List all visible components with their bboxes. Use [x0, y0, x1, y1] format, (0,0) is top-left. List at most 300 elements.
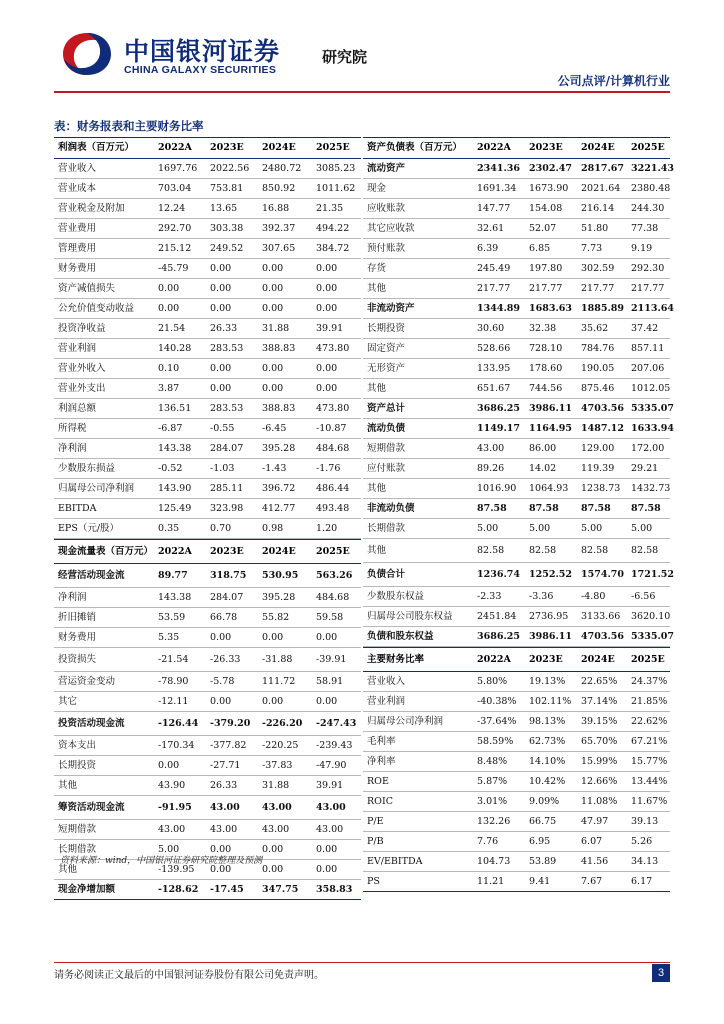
ratios-cell-value: 7.76	[477, 836, 499, 847]
income-cell-value: 473.80	[316, 343, 350, 354]
income-cell-value: 12.24	[158, 203, 186, 214]
cashflow-cell-value: 53.59	[158, 612, 186, 623]
income-cell-value: 396.72	[262, 483, 296, 494]
balance-cell-value: 29.21	[631, 463, 659, 474]
income-cell-value: 0.00	[262, 283, 284, 294]
balance-table-row	[363, 519, 670, 539]
cashflow-table-row	[54, 692, 361, 712]
balance-cell-value: 30.60	[477, 323, 505, 334]
source-note: 资料来源：wind，中国银河证券研究院整理及预测	[60, 856, 263, 866]
income-cell-value: 125.49	[158, 503, 192, 514]
income-cell-value: 283.53	[210, 343, 244, 354]
cashflow-table-header	[54, 539, 361, 564]
cashflow-cell-value: 318.75	[210, 570, 247, 581]
income-row-label: 营业成本	[58, 183, 97, 194]
balance-cell-value: 7.73	[581, 243, 603, 254]
cashflow-cell-value: 66.78	[210, 612, 238, 623]
balance-cell-value: 1633.94	[631, 423, 674, 434]
ratios-cell-value: 15.99%	[581, 756, 618, 767]
cashflow-cell-value: 43.00	[210, 824, 238, 835]
ratios-cell-value: 24.37%	[631, 676, 668, 687]
income-cell-value: 473.80	[316, 403, 350, 414]
ratios-cell-value: 11.67%	[631, 796, 668, 807]
income-cell-value: 0.35	[158, 523, 180, 534]
balance-cell-value: 129.00	[581, 443, 615, 454]
cashflow-cell-value: -379.20	[210, 718, 251, 729]
ratios-cell-value: 8.48%	[477, 756, 508, 767]
cashflow-cell-value: -126.44	[158, 718, 199, 729]
ratios-cell-value: 14.10%	[529, 756, 566, 767]
balance-cell-value: 744.56	[529, 383, 563, 394]
ratios-row-label: ROE	[367, 776, 389, 787]
income-row-label: 营业收入	[58, 163, 97, 174]
ratios-cell-value: 6.07	[581, 836, 603, 847]
ratios-cell-value: 10.42%	[529, 776, 566, 787]
cashflow-row-label: 净利润	[58, 592, 87, 603]
balance-cell-value: 32.61	[477, 223, 505, 234]
balance-table-row	[363, 179, 670, 199]
income-table-row	[54, 499, 361, 519]
cashflow-row-label: 营运资金变动	[58, 676, 116, 687]
balance-row-label: 少数股东权益	[367, 591, 425, 602]
report-type-label: 公司点评/计算机行业	[557, 74, 670, 88]
balance-row-label: 非流动资产	[367, 303, 415, 314]
ratios-table-header	[363, 647, 670, 672]
income-table-row	[54, 239, 361, 259]
ratios-cell-value: 15.77%	[631, 756, 668, 767]
balance-cell-value: 217.77	[529, 283, 563, 294]
cashflow-cell-value: 43.00	[158, 824, 186, 835]
income-cell-value: 0.00	[316, 383, 338, 394]
balance-table-row	[363, 379, 670, 399]
ratios-cell-value: 9.09%	[529, 796, 560, 807]
balance-cell-value: 87.58	[631, 503, 661, 514]
income-cell-value: -1.43	[262, 463, 287, 474]
income-cell-value: 0.00	[210, 383, 232, 394]
balance-table-row	[363, 199, 670, 219]
income-row-label: 财务费用	[58, 263, 97, 274]
cashflow-table-row	[54, 736, 361, 756]
balance-table-header	[363, 137, 670, 159]
income-table-header	[54, 137, 361, 159]
balance-table-row	[363, 479, 670, 499]
cashflow-table-row	[54, 564, 361, 588]
income-cell-value: 0.00	[316, 263, 338, 274]
balance-cell-value: 43.00	[477, 443, 505, 454]
balance-cell-value: 133.95	[477, 363, 511, 374]
balance-cell-value: -6.56	[631, 591, 656, 602]
ratios-row-label: EV/EBITDA	[367, 856, 423, 867]
balance-cell-value: 2817.67	[581, 163, 624, 174]
galaxy-logo-icon	[60, 30, 114, 78]
balance-cell-value: 217.77	[581, 283, 615, 294]
balance-cell-value: 89.26	[477, 463, 505, 474]
balance-row-label: 现金	[367, 183, 387, 194]
balance-row-label: 长期借款	[367, 523, 406, 534]
cashflow-header-cell: 2024E	[262, 546, 296, 557]
balance-cell-value: 1691.34	[477, 183, 517, 194]
cashflow-row-label: 财务费用	[58, 632, 97, 643]
cashflow-row-label: 投资活动现金流	[58, 718, 125, 729]
income-cell-value: 39.91	[316, 323, 344, 334]
ratios-row-label: 营业利润	[367, 696, 406, 707]
income-cell-value: 494.22	[316, 223, 350, 234]
ratios-cell-value: -37.64%	[477, 716, 517, 727]
cashflow-cell-value: 31.88	[262, 780, 290, 791]
cashflow-table-row	[54, 588, 361, 608]
balance-cell-value: 82.58	[581, 545, 609, 556]
income-cell-value: -1.03	[210, 463, 235, 474]
cashflow-cell-value: 284.07	[210, 592, 244, 603]
income-cell-value: 486.44	[316, 483, 350, 494]
balance-row-label: 短期借款	[367, 443, 406, 454]
income-cell-value: 0.10	[158, 363, 180, 374]
income-cell-value: -10.87	[316, 423, 347, 434]
cashflow-cell-value: 0.00	[262, 864, 284, 875]
balance-cell-value: 1064.93	[529, 483, 569, 494]
ratios-cell-value: 39.13	[631, 816, 659, 827]
income-cell-value: -1.76	[316, 463, 341, 474]
ratios-cell-value: 5.80%	[477, 676, 508, 687]
income-row-label: 营业外支出	[58, 383, 106, 394]
balance-cell-value: 2451.84	[477, 611, 517, 622]
income-cell-value: 0.00	[262, 303, 284, 314]
cashflow-cell-value: -239.43	[316, 740, 353, 751]
balance-cell-value: 3620.10	[631, 611, 671, 622]
cashflow-table-row	[54, 880, 361, 900]
income-cell-value: 21.35	[316, 203, 344, 214]
ratios-cell-value: 22.65%	[581, 676, 618, 687]
cashflow-row-label: 经营活动现金流	[58, 570, 125, 581]
ratios-cell-value: 6.17	[631, 876, 653, 887]
balance-cell-value: 1487.12	[581, 423, 624, 434]
cashflow-cell-value: 358.83	[316, 884, 353, 895]
balance-cell-value: 2341.36	[477, 163, 520, 174]
ratios-table-row	[363, 752, 670, 772]
cashflow-cell-value: 0.00	[262, 696, 284, 707]
balance-cell-value: 37.42	[631, 323, 659, 334]
page-header	[0, 0, 724, 100]
balance-table-row	[363, 587, 670, 607]
ratios-row-label: 净利率	[367, 756, 396, 767]
balance-table-row	[363, 159, 674, 179]
balance-cell-value: 1016.90	[477, 483, 517, 494]
ratios-cell-value: 5.26	[631, 836, 653, 847]
balance-row-label: 其他	[367, 383, 387, 394]
ratios-cell-value: 39.15%	[581, 716, 618, 727]
table-title: 表：财务报表和主要财务比率	[54, 119, 204, 133]
balance-table-row	[363, 359, 670, 379]
cashflow-row-label: 现金净增加额	[58, 884, 116, 895]
cashflow-header-cell: 现金流量表（百万元）	[58, 546, 154, 557]
balance-table-row	[363, 279, 670, 299]
balance-cell-value: 3686.25	[477, 403, 520, 414]
income-cell-value: 0.70	[210, 523, 232, 534]
cashflow-cell-value: 143.38	[158, 592, 192, 603]
cashflow-cell-value: -226.20	[262, 718, 303, 729]
balance-cell-value: 197.80	[529, 263, 563, 274]
balance-cell-value: 2021.64	[581, 183, 621, 194]
cashflow-cell-value: 0.00	[316, 864, 338, 875]
balance-cell-value: 51.80	[581, 223, 609, 234]
income-cell-value: 1011.62	[316, 183, 356, 194]
ratios-cell-value: 21.85%	[631, 696, 668, 707]
cashflow-row-label: 长期投资	[58, 760, 97, 771]
balance-cell-value: 784.76	[581, 343, 615, 354]
balance-table-row	[363, 419, 674, 439]
balance-row-label: 其他	[367, 545, 387, 556]
income-row-label: 少数股东损益	[58, 463, 116, 474]
balance-cell-value: 82.58	[529, 545, 557, 556]
ratios-cell-value: 12.66%	[581, 776, 618, 787]
cashflow-cell-value: 43.00	[262, 802, 292, 813]
balance-cell-value: 1236.74	[477, 569, 520, 580]
income-cell-value: 13.65	[210, 203, 238, 214]
ratios-cell-value: 37.14%	[581, 696, 618, 707]
ratios-cell-value: 53.89	[529, 856, 557, 867]
cashflow-cell-value: -12.11	[158, 696, 189, 707]
cashflow-cell-value: -247.43	[316, 718, 357, 729]
balance-cell-value: 87.58	[477, 503, 507, 514]
ratios-cell-value: 3.01%	[477, 796, 508, 807]
ratios-cell-value: 98.13%	[529, 716, 566, 727]
cashflow-cell-value: -21.54	[158, 654, 189, 665]
balance-row-label: 预付账款	[367, 243, 406, 254]
balance-table-row	[363, 319, 670, 339]
income-row-label: 管理费用	[58, 243, 97, 254]
ratios-cell-value: 104.73	[477, 856, 511, 867]
balance-cell-value: 1164.95	[529, 423, 572, 434]
balance-cell-value: 2302.47	[529, 163, 572, 174]
cashflow-table-row	[54, 628, 361, 648]
balance-cell-value: 1721.52	[631, 569, 674, 580]
cashflow-header-cell: 2023E	[210, 546, 244, 557]
balance-cell-value: 1252.52	[529, 569, 572, 580]
ratios-cell-value: 13.44%	[631, 776, 668, 787]
cashflow-cell-value: 0.00	[210, 632, 232, 643]
income-cell-value: 388.83	[262, 343, 296, 354]
cashflow-cell-value: -78.90	[158, 676, 189, 687]
income-header-cell: 利润表（百万元）	[58, 142, 135, 153]
income-cell-value: 283.53	[210, 403, 244, 414]
income-cell-value: 285.11	[210, 483, 244, 494]
ratios-cell-value: 62.73%	[529, 736, 566, 747]
income-cell-value: -6.45	[262, 423, 287, 434]
income-cell-value: 412.77	[262, 503, 296, 514]
balance-cell-value: 5.00	[529, 523, 551, 534]
income-row-label: 营业费用	[58, 223, 97, 234]
balance-table-row	[363, 239, 670, 259]
balance-cell-value: 3133.66	[581, 611, 621, 622]
balance-cell-value: 1432.73	[631, 483, 671, 494]
header-divider	[54, 91, 670, 93]
institute-label: 研究院	[322, 48, 368, 66]
balance-cell-value: 52.07	[529, 223, 557, 234]
cashflow-cell-value: 43.00	[316, 802, 346, 813]
income-cell-value: 249.52	[210, 243, 244, 254]
cashflow-header-cell: 2025E	[316, 546, 350, 557]
cashflow-cell-value: 0.00	[262, 844, 284, 855]
income-row-label: 投资净收益	[58, 323, 106, 334]
cashflow-table-row	[54, 648, 361, 672]
income-table-row	[54, 359, 361, 379]
income-cell-value: 16.88	[262, 203, 290, 214]
cashflow-cell-value: -39.91	[316, 654, 347, 665]
cashflow-cell-value: 0.00	[316, 696, 338, 707]
income-cell-value: 392.37	[262, 223, 296, 234]
balance-cell-value: 172.00	[631, 443, 665, 454]
balance-table-row	[363, 539, 670, 563]
cashflow-cell-value: 530.95	[262, 570, 299, 581]
income-cell-value: 1.20	[316, 523, 338, 534]
ratios-table-row	[363, 832, 670, 852]
balance-cell-value: 217.77	[631, 283, 665, 294]
balance-cell-value: 5335.07	[631, 631, 674, 642]
cashflow-row-label: 筹资活动现金流	[58, 802, 125, 813]
cashflow-cell-value: 58.91	[316, 676, 344, 687]
cashflow-table-row	[54, 712, 361, 736]
income-cell-value: 0.00	[158, 283, 180, 294]
cashflow-cell-value: 5.35	[158, 632, 180, 643]
income-table-row	[54, 159, 361, 179]
balance-cell-value: 4703.56	[581, 403, 624, 414]
balance-cell-value: 77.38	[631, 223, 659, 234]
ratios-table-row	[363, 812, 670, 832]
income-cell-value: 753.81	[210, 183, 244, 194]
income-cell-value: 284.07	[210, 443, 244, 454]
cashflow-cell-value: 0.00	[210, 864, 232, 875]
income-header-cell: 2022A	[158, 142, 192, 153]
ratios-table-row	[363, 672, 670, 692]
cashflow-cell-value: -31.88	[262, 654, 293, 665]
cashflow-cell-value: 0.00	[262, 632, 284, 643]
cashflow-cell-value: -220.25	[262, 740, 299, 751]
ratios-row-label: 毛利率	[367, 736, 396, 747]
ratios-row-label: 归属母公司净利润	[367, 716, 444, 727]
balance-cell-value: 1673.90	[529, 183, 569, 194]
income-row-label: 净利润	[58, 443, 87, 454]
cashflow-cell-value: 0.00	[158, 760, 180, 771]
balance-cell-value: 6.39	[477, 243, 499, 254]
income-table-row	[54, 379, 361, 399]
cashflow-row-label: 其它	[58, 696, 78, 707]
cashflow-cell-value: -37.83	[262, 760, 293, 771]
income-cell-value: 484.68	[316, 443, 350, 454]
income-table-row	[54, 519, 361, 539]
ratios-table-row	[363, 712, 670, 732]
balance-row-label: 负债和股东权益	[367, 631, 434, 642]
income-cell-value: 395.28	[262, 443, 296, 454]
income-cell-value: 136.51	[158, 403, 192, 414]
cashflow-cell-value: 26.33	[210, 780, 238, 791]
ratios-cell-value: 7.67	[581, 876, 603, 887]
income-cell-value: 323.98	[210, 503, 244, 514]
income-cell-value: 0.00	[210, 283, 232, 294]
income-cell-value: 307.65	[262, 243, 296, 254]
balance-cell-value: 2380.48	[631, 183, 671, 194]
income-table-row	[54, 399, 361, 419]
cashflow-cell-value: -17.45	[210, 884, 244, 895]
income-cell-value: 0.00	[210, 263, 232, 274]
income-table-row	[54, 179, 361, 199]
balance-table-row	[363, 259, 670, 279]
income-row-label: 营业外收入	[58, 363, 106, 374]
balance-row-label: 存货	[367, 263, 387, 274]
balance-cell-value: 4703.56	[581, 631, 624, 642]
brand-name-cn: 中国银河证券	[124, 37, 281, 66]
cashflow-row-label: 短期借款	[58, 824, 97, 835]
ratios-header-cell: 2025E	[631, 654, 665, 665]
cashflow-cell-value: 484.68	[316, 592, 350, 603]
income-cell-value: 0.00	[262, 363, 284, 374]
cashflow-cell-value: 43.00	[210, 802, 240, 813]
cashflow-cell-value: 59.58	[316, 612, 344, 623]
income-cell-value: 3085.23	[316, 163, 356, 174]
cashflow-cell-value: 43.00	[262, 824, 290, 835]
balance-cell-value: 5.00	[631, 523, 653, 534]
income-cell-value: 0.00	[158, 303, 180, 314]
cashflow-cell-value: 395.28	[262, 592, 296, 603]
balance-header-cell: 2025E	[631, 142, 665, 153]
balance-cell-value: 2113.64	[631, 303, 674, 314]
cashflow-cell-value: -26.33	[210, 654, 241, 665]
balance-cell-value: -3.36	[529, 591, 554, 602]
income-table-row	[54, 439, 361, 459]
cashflow-table-row	[54, 608, 361, 628]
cashflow-cell-value: 0.00	[316, 632, 338, 643]
cashflow-table-row	[54, 776, 361, 796]
income-table-row	[54, 259, 361, 279]
brand-logo	[60, 30, 368, 80]
cashflow-cell-value: 111.72	[262, 676, 296, 687]
cashflow-table-row	[54, 756, 361, 776]
income-cell-value: 0.00	[210, 363, 232, 374]
income-cell-value: 140.28	[158, 343, 192, 354]
balance-row-label: 负债合计	[367, 569, 406, 580]
income-table-row	[54, 279, 361, 299]
income-cell-value: 0.00	[316, 283, 338, 294]
ratios-cell-value: 22.62%	[631, 716, 668, 727]
ratios-cell-value: 47.97	[581, 816, 609, 827]
cashflow-cell-value: -139.95	[158, 864, 195, 875]
ratios-cell-value: 65.70%	[581, 736, 618, 747]
cashflow-table-row	[54, 796, 361, 820]
ratios-row-label: 营业收入	[367, 676, 406, 687]
income-row-label: 所得税	[58, 423, 87, 434]
income-cell-value: 0.00	[316, 303, 338, 314]
balance-cell-value: 207.06	[631, 363, 665, 374]
balance-cell-value: 178.60	[529, 363, 563, 374]
balance-header-cell: 资产负债表（百万元）	[367, 142, 463, 153]
cashflow-cell-value: 347.75	[262, 884, 299, 895]
balance-table-row	[363, 607, 670, 627]
balance-cell-value: 1683.63	[529, 303, 572, 314]
balance-cell-value: 190.05	[581, 363, 615, 374]
balance-table-row	[363, 219, 670, 239]
balance-cell-value: 292.30	[631, 263, 665, 274]
balance-cell-value: 9.19	[631, 243, 653, 254]
balance-cell-value: 3986.11	[529, 631, 572, 642]
left-column	[54, 137, 361, 900]
cashflow-cell-value: 5.00	[158, 844, 180, 855]
income-cell-value: 143.38	[158, 443, 192, 454]
income-table-row	[54, 319, 361, 339]
balance-row-label: 归属母公司股东权益	[367, 611, 453, 622]
income-table-row	[54, 219, 361, 239]
cashflow-cell-value: 0.00	[316, 844, 338, 855]
balance-cell-value: 857.11	[631, 343, 665, 354]
income-header-cell: 2023E	[210, 142, 244, 153]
